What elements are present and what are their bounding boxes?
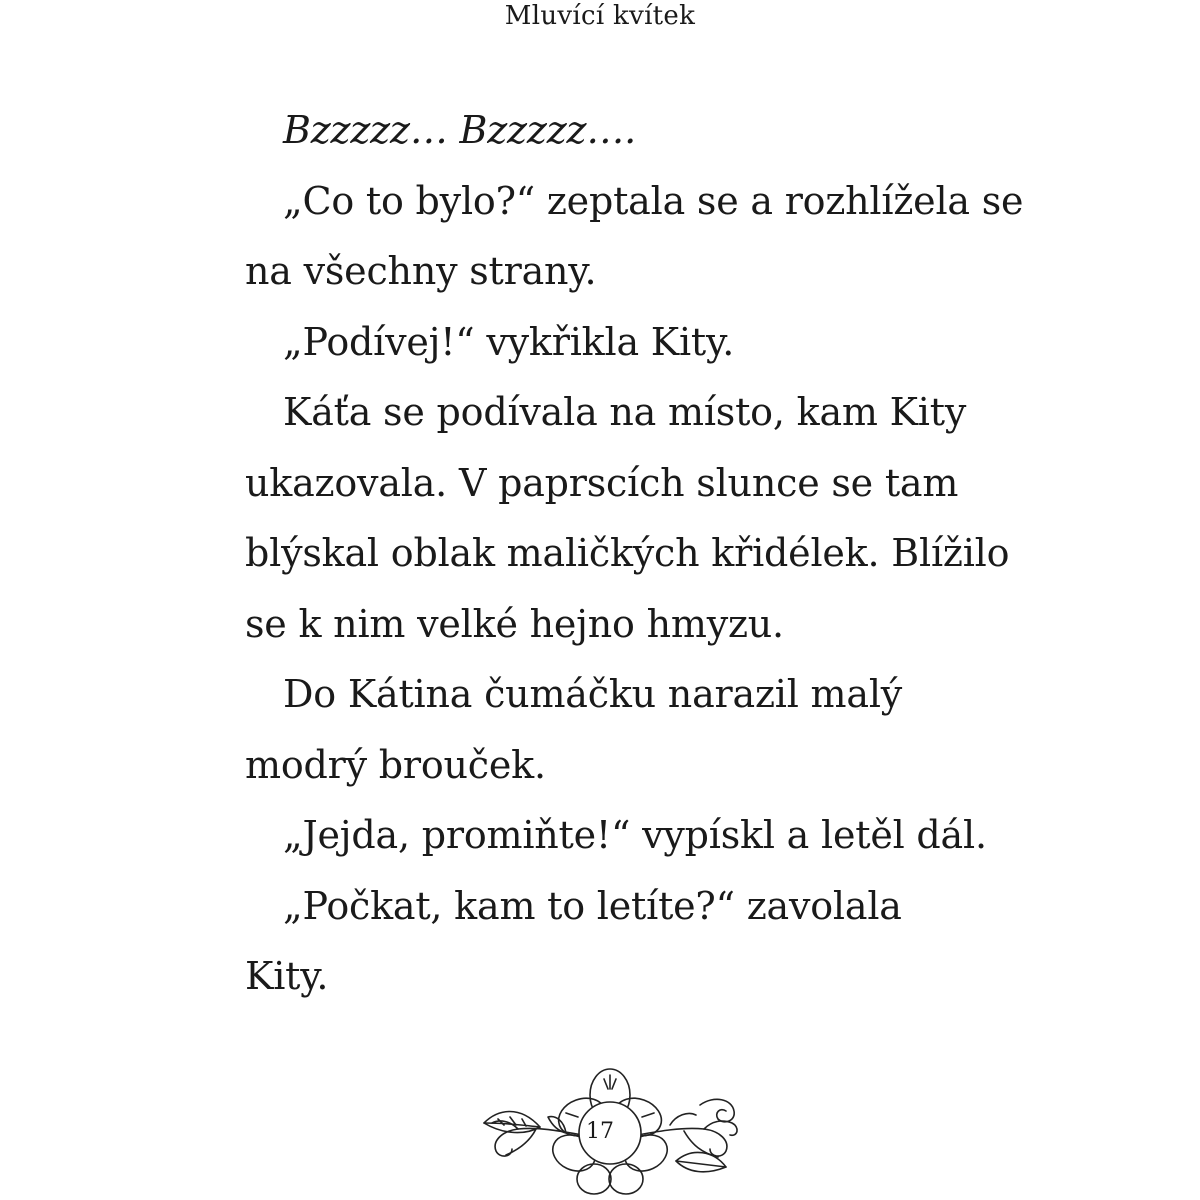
text-line: blýskal oblak maličkých křidélek. Blížilo	[245, 531, 1010, 575]
text-line: „Podívej!“ vykřikla Kity.	[283, 319, 735, 364]
text-line: na všechny strany.	[245, 249, 597, 293]
text-line: Káťa se podívala na místo, kam Kity	[283, 390, 967, 434]
text-line: „Co to bylo?“ zeptala se a rozhlížela se	[283, 178, 1024, 223]
text-line: ukazovala. V paprscích slunce se tam	[245, 460, 959, 505]
page-number: 17	[586, 1119, 614, 1144]
body-text	[245, 95, 1024, 1012]
text-line: „Jejda, promiňte!“ vypískl a letěl dál.	[283, 813, 987, 857]
text-line: Do Kátina čumáčku narazil malý	[283, 672, 903, 716]
text-line: se k nim velké hejno hmyzu.	[245, 601, 784, 646]
text-line: Kity.	[245, 954, 329, 998]
text-line: Bzzzzz… Bzzzzz….	[283, 108, 637, 152]
running-head: Mluvící kvítek	[504, 1, 696, 31]
text-line: „Počkat, kam to letíte?“ zavolala	[283, 883, 902, 928]
text-line: modrý brouček.	[245, 742, 546, 787]
